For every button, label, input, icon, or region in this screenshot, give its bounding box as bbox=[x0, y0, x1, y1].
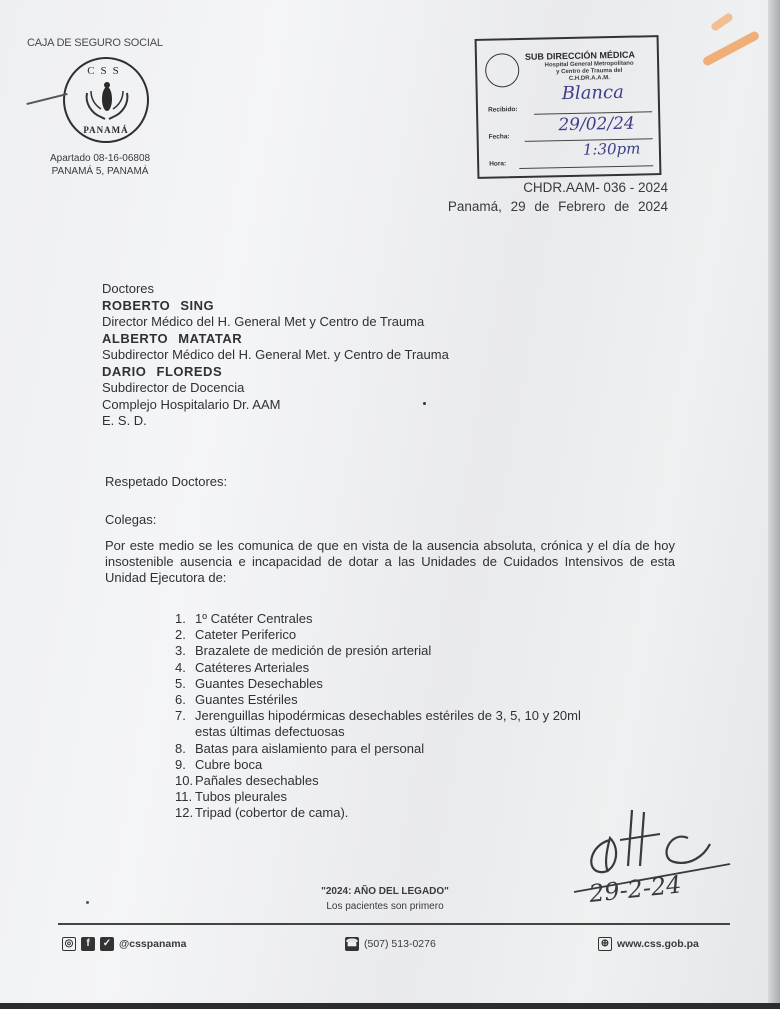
item-text-line: estas últimas defectuosas bbox=[195, 724, 345, 740]
list-item bbox=[175, 692, 581, 708]
ink-speck bbox=[423, 402, 426, 405]
list-item bbox=[175, 611, 581, 627]
salutation: Respetado Doctores: bbox=[105, 474, 228, 489]
supply-list bbox=[175, 611, 581, 822]
recipient-title: Subdirector Médico del H. General Met. y Centro de Trauma bbox=[102, 347, 449, 362]
address-line-1: Apartado 08-16-06808 bbox=[50, 153, 151, 164]
stamp-title: SUB DIRECCIÓN MÉDICA bbox=[524, 49, 636, 62]
stamp-subtitle-line: Hospital General Metropolitano bbox=[544, 60, 634, 69]
item-number: 11. bbox=[175, 789, 193, 805]
greeting: Colegas: bbox=[105, 512, 157, 527]
received-handwriting: Blanca bbox=[561, 81, 625, 105]
received-label: Recibido: bbox=[487, 106, 518, 114]
item-text: Guantes Estériles bbox=[195, 692, 298, 708]
stamp-logo-icon bbox=[485, 53, 520, 88]
item-number: 12. bbox=[175, 805, 194, 821]
reference-number: CHDR.AAM- 036 - 2024 bbox=[523, 180, 668, 195]
item-number: 7. bbox=[175, 708, 186, 724]
time-line bbox=[519, 165, 653, 169]
instagram-icon[interactable]: ◎ bbox=[62, 937, 76, 951]
received-stamp bbox=[475, 35, 662, 179]
time-label: Hora: bbox=[489, 160, 507, 168]
table-surface bbox=[0, 1003, 780, 1009]
organization-name: CAJA DE SEGURO SOCIAL bbox=[27, 37, 163, 49]
date-handwriting: 29/02/24 bbox=[558, 113, 635, 136]
list-item bbox=[175, 805, 581, 821]
list-item bbox=[175, 676, 581, 692]
item-text: Brazalete de medición de presión arterial bbox=[195, 643, 432, 659]
list-item bbox=[175, 773, 581, 789]
list-item bbox=[175, 757, 581, 773]
footer-motto bbox=[0, 884, 770, 914]
item-text bbox=[195, 708, 581, 740]
body-paragraph: Por este medio se les comunica de que en vista de la ausencia absoluta, crónica y el día de hoy insostenible ausencia e incapacidad de dotar a las Unidades de Cuidados Intensivos de esta Unidad Ejecutora de: bbox=[105, 538, 675, 585]
stamp-subtitle bbox=[527, 60, 651, 84]
item-number: 6. bbox=[175, 692, 186, 708]
recipient-name: DARIO FLOREDS bbox=[102, 363, 223, 379]
signature-date: 29-2-24 bbox=[587, 870, 683, 908]
list-item bbox=[175, 660, 581, 676]
motto-line-2: Los pacientes son primero bbox=[326, 901, 444, 912]
item-number: 2. bbox=[175, 627, 186, 643]
recipient-name: ROBERTO SING bbox=[102, 297, 215, 313]
list-item bbox=[175, 643, 581, 659]
css-logo bbox=[63, 57, 149, 143]
list-item bbox=[175, 627, 581, 643]
web-icon: ⊕ bbox=[598, 937, 612, 951]
item-text: Batas para aislamiento para el personal bbox=[195, 740, 425, 756]
item-text: Tubos pleurales bbox=[195, 789, 288, 805]
recipient-title: Director Médico del H. General Met y Centro de Trauma bbox=[102, 314, 425, 329]
item-number: 1. bbox=[175, 611, 186, 626]
item-number: 9. bbox=[175, 756, 186, 772]
item-text: Pañales desechables bbox=[195, 773, 319, 789]
stamp-subtitle-line: C.H.DR.A.A.M. bbox=[568, 75, 610, 82]
contact-website bbox=[598, 937, 699, 951]
logo-top-text: CSS bbox=[87, 65, 125, 77]
stamp-subtitle-line: y Centro de Trauma del bbox=[556, 67, 623, 76]
item-text: Catéteres Arteriales bbox=[195, 659, 310, 675]
recipients-heading: Doctores bbox=[102, 281, 155, 296]
item-number: 10. bbox=[175, 773, 194, 789]
item-number: 4. bbox=[175, 659, 186, 675]
recipient-institution: Complejo Hospitalario Dr. AAM bbox=[102, 396, 281, 412]
date-label: Fecha: bbox=[488, 133, 510, 141]
hands-emblem-icon bbox=[83, 79, 131, 123]
recipient-esd: E. S. D. bbox=[102, 413, 147, 428]
page-edge-shadow bbox=[768, 0, 780, 1009]
recipient-title: Subdirector de Docencia bbox=[102, 380, 245, 395]
recipient-name: ALBERTO MATATAR bbox=[102, 330, 243, 346]
item-text: Guantes Desechables bbox=[195, 675, 323, 691]
twitter-icon[interactable]: ✓ bbox=[100, 937, 114, 951]
item-number: 8. bbox=[175, 740, 186, 756]
item-text-line: Jerenguillas hipodérmicas desechables estériles de 3, 5, 10 y 20ml bbox=[195, 708, 581, 724]
website-link[interactable]: www.css.gob.pa bbox=[617, 938, 699, 950]
postal-address bbox=[50, 152, 150, 178]
list-item bbox=[175, 789, 581, 805]
social-handle[interactable]: @csspanama bbox=[119, 938, 187, 950]
item-text: 1º Catéter Centrales bbox=[195, 611, 313, 626]
phone-icon: ☎ bbox=[345, 938, 359, 949]
time-handwriting: 1:30pm bbox=[582, 139, 641, 159]
item-text: Tripad (cobertor de cama). bbox=[195, 805, 349, 821]
item-text: Cateter Periferico bbox=[195, 627, 297, 643]
motto-line-1: "2024: AÑO DEL LEGADO" bbox=[321, 886, 449, 897]
social-links bbox=[62, 937, 186, 951]
footer-divider bbox=[58, 923, 730, 925]
item-number: 5. bbox=[175, 675, 186, 691]
facebook-icon[interactable]: f bbox=[81, 937, 95, 951]
place-date: Panamá, 29 de Febrero de 2024 bbox=[447, 199, 668, 214]
phone-number: (507) 513-0276 bbox=[364, 938, 436, 950]
list-item bbox=[175, 741, 581, 757]
recipients-block bbox=[102, 281, 449, 430]
contact-phone bbox=[345, 937, 436, 951]
logo-bottom-text: PANAMÁ bbox=[83, 125, 129, 135]
item-number: 3. bbox=[175, 643, 186, 659]
address-line-2: PANAMÁ 5, PANAMÁ bbox=[51, 166, 149, 177]
item-text: Cubre boca bbox=[195, 756, 263, 772]
list-item bbox=[175, 708, 581, 740]
